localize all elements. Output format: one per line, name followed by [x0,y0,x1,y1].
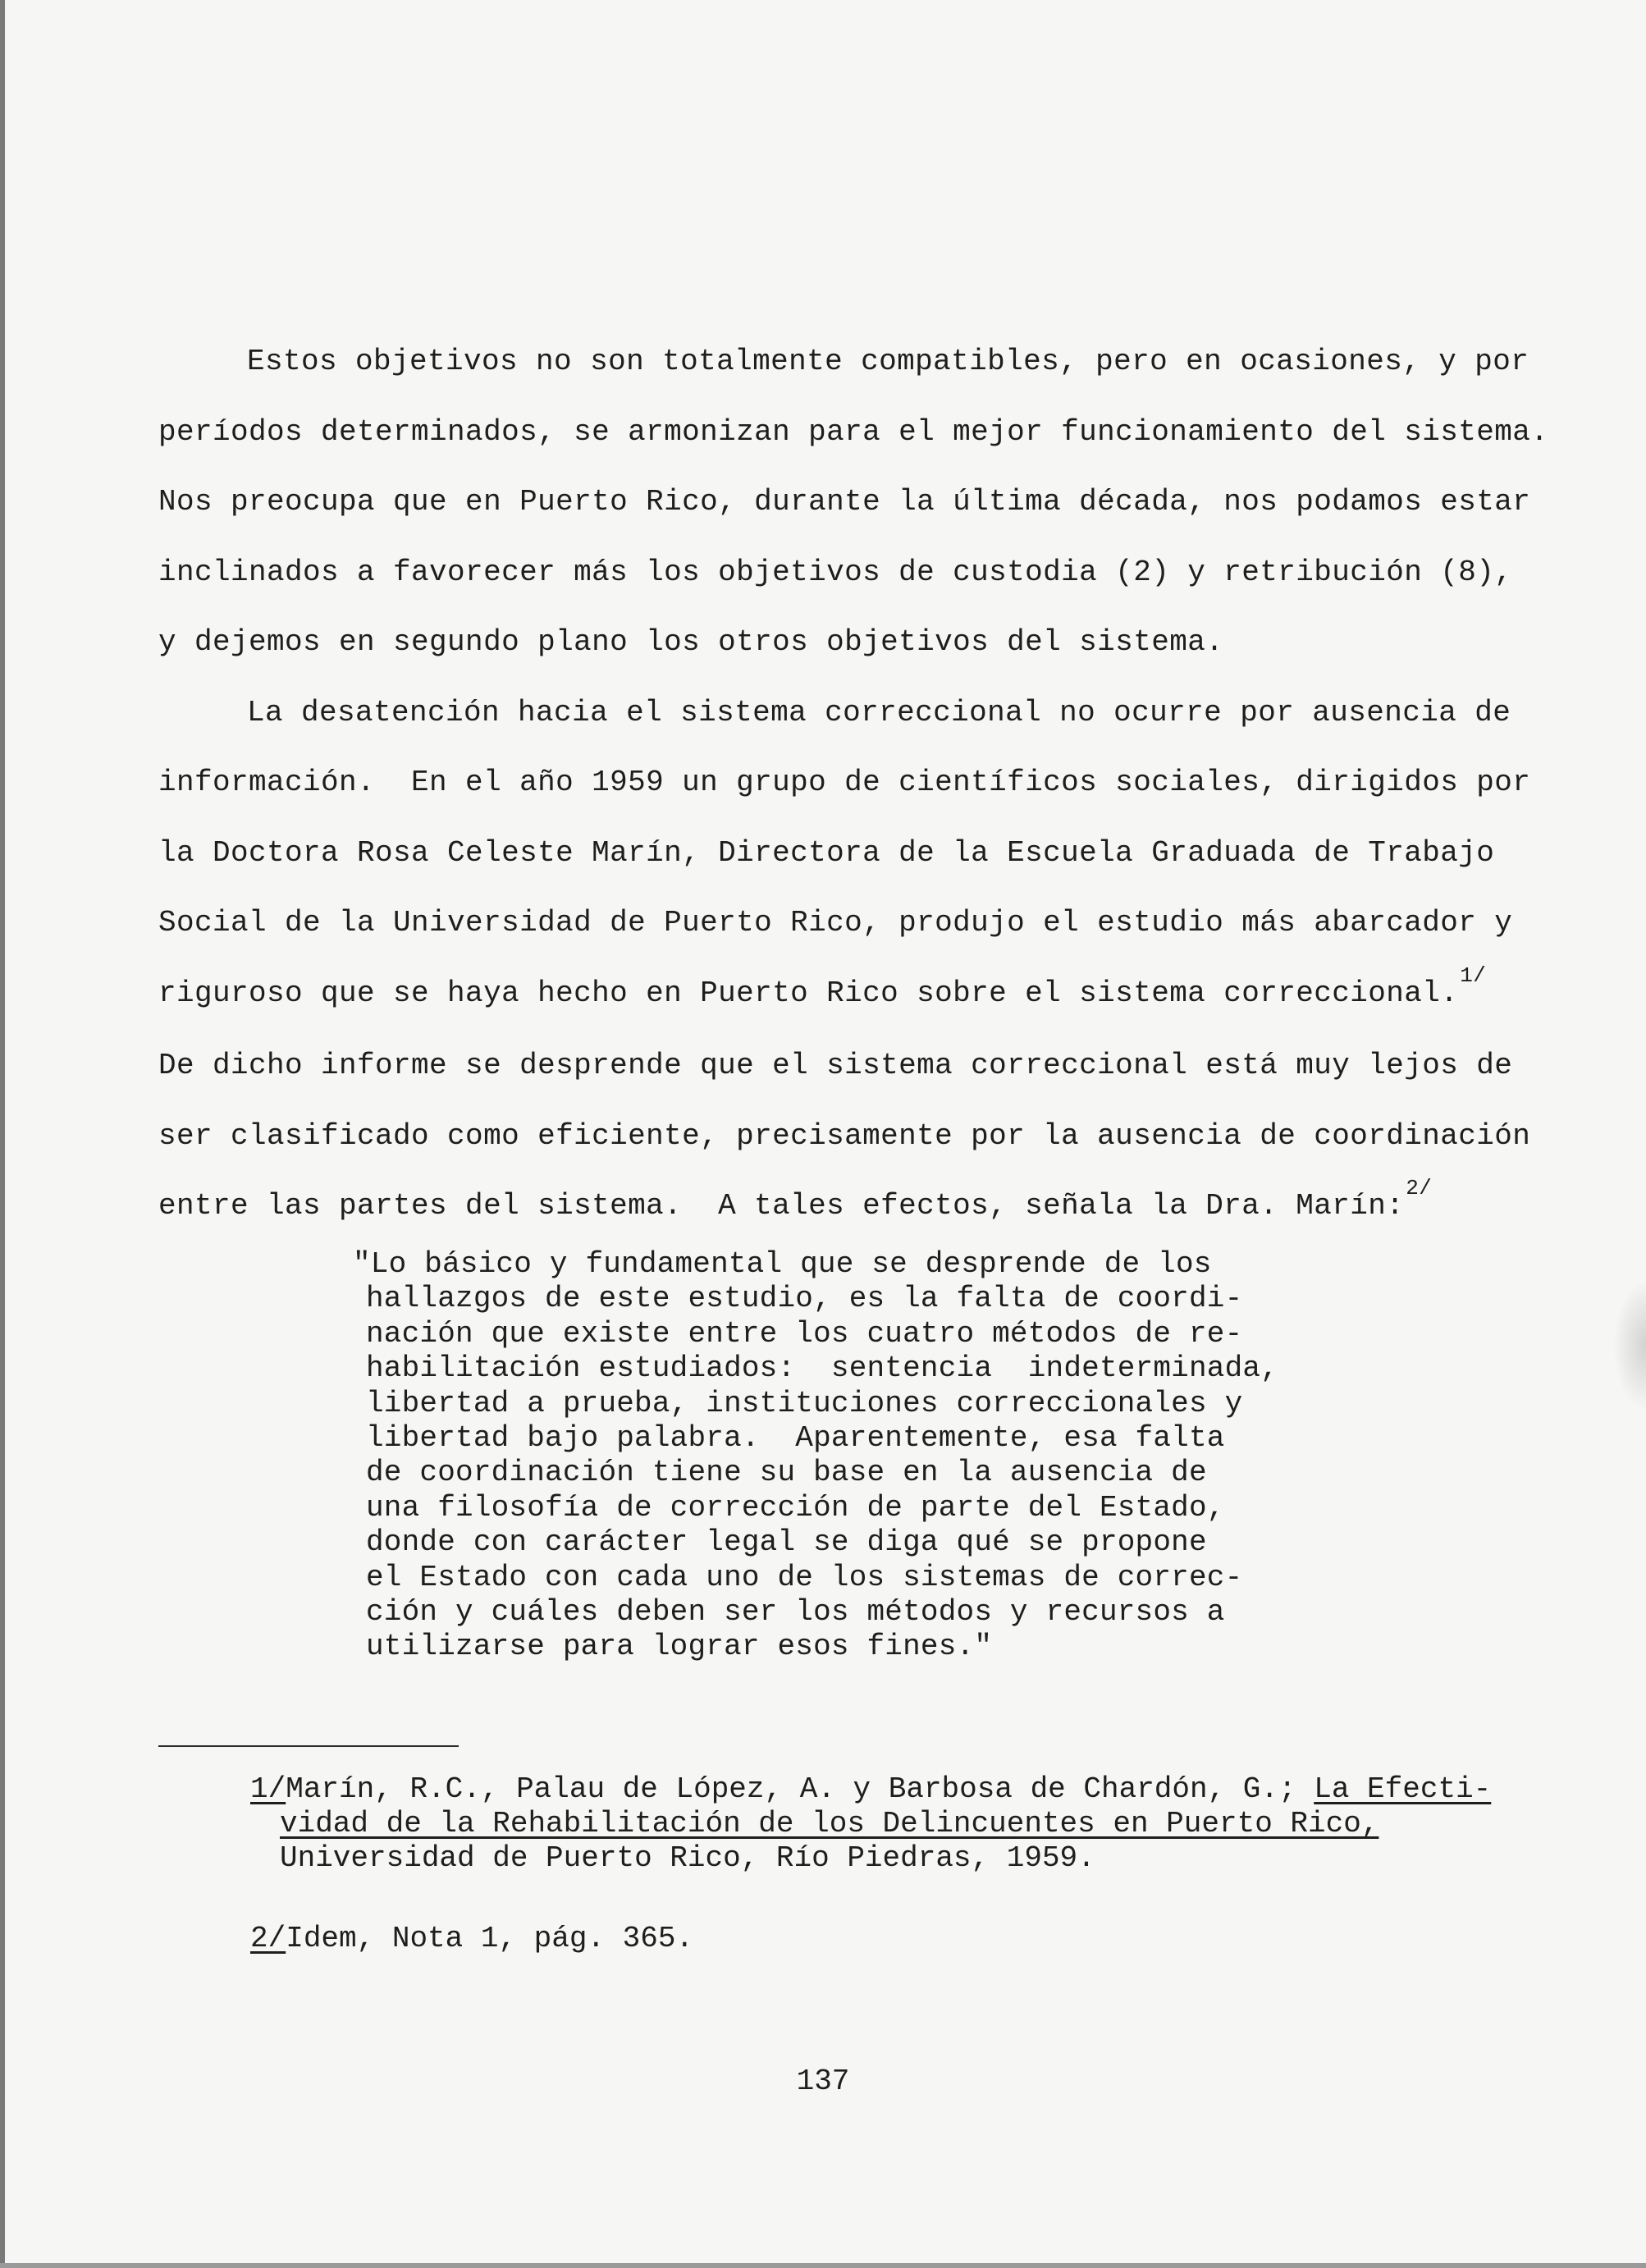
quote-line: de coordinación tiene su base en la ausencia de [366,1456,1207,1490]
text-line: Nos preocupa que en Puerto Rico, durante la última década, nos podamos estar [158,485,1531,519]
quote-line: nación que existe entre los cuatro métodos de re- [366,1316,1243,1351]
footnote-ref-2: 2/ [1406,1176,1433,1200]
text-line: Social de la Universidad de Puerto Rico, produjo el estudio más abarcador y [158,906,1513,940]
footnotes [250,1772,1492,1956]
text-line: inclinados a favorecer más los objetivos de custodia (2) y retribución (8), [158,555,1513,589]
text-line: información. En el año 1959 un grupo de científicos sociales, dirigidos por [158,766,1531,799]
text-line: ser clasificado como eficiente, precisamente por la ausencia de coordinación [158,1118,1531,1153]
footnote-2-line [250,1922,1481,1956]
footnote-separator [158,1745,459,1747]
text-line: La desatención hacia el sistema correccional no ocurre por ausencia de [247,695,1511,729]
footnote-1-publisher: Universidad de Puerto Rico, Río Piedras, 1959. [280,1841,1095,1875]
paragraph-1 [158,327,1549,678]
text-line: entre las partes del sistema. A tales efectos, señala la Dra. Marín: [158,1189,1405,1223]
footnote-1-authors: Marín, R.C., Palau de López, A. y Barbosa de Chardón, G.; [286,1772,1315,1806]
quote-line: hallazgos de este estudio, es la falta de coordi- [366,1282,1243,1316]
text-line: períodos determinados, se armonizan para el mejor funcionamiento del sistema. [158,414,1549,449]
quote-line: utilizarse para lograr esos fines." [366,1630,993,1664]
text-line: la Doctora Rosa Celeste Marín, Directora de la Escuela Graduada de Trabajo [158,835,1495,870]
scan-bottom-edge [0,2263,1646,2268]
text-line: De dicho informe se desprende que el sistema correccional está muy lejos de [158,1049,1513,1082]
page-number: 137 [796,2065,850,2098]
text-line: y dejemos en segundo plano los otros objetivos del sistema. [158,625,1224,659]
footnote-2 [250,1922,1481,1956]
text-line: Estos objetivos no son totalmente compatibles, pero en ocasiones, y por [247,345,1529,378]
scan-left-edge [0,0,5,2268]
quote-line: donde con carácter legal se diga qué se propone [366,1525,1207,1560]
quote-line: "Lo básico y fundamental que se desprende de los [353,1247,1212,1281]
quote-line: libertad a prueba, instituciones correccionales y [366,1386,1243,1420]
text-line: riguroso que se haya hecho en Puerto Rico sobre el sistema correccional. [158,976,1459,1010]
quote-line: el Estado con cada uno de los sistemas de correc- [366,1560,1243,1594]
quote-line: libertad bajo palabra. Aparentemente, esa falta [366,1421,1225,1456]
footnote-1-title-part-b: vidad de la Rehabilitación de los Delincuentes en Puerto Rico, [280,1807,1379,1840]
footnote-1-title-part-a: La Efecti- [1314,1772,1492,1806]
footnote-1-line-1 [250,1772,1492,1807]
page-body [158,327,1549,1244]
footnote-1 [250,1772,1492,1876]
scan-smudge [1613,1280,1646,1411]
footnote-2-marker: 2/ [250,1922,286,1955]
block-quote [353,1247,1293,1665]
text-line-with-footnote [158,958,1488,1031]
footnote-ref-1: 1/ [1460,963,1487,988]
paragraph-2 [158,678,1531,1244]
quote-line: ción y cuáles deben ser los métodos y recursos a [366,1595,1225,1630]
quote-line: habilitación estudiados: sentencia indeterminada, [366,1351,1278,1386]
text-line-with-footnote [158,1171,1488,1244]
footnote-1-marker: 1/ [250,1772,286,1806]
quote-line: una filosofía de corrección de parte del Estado, [366,1490,1225,1525]
footnote-2-text: Idem, Nota 1, pág. 365. [286,1922,694,1955]
